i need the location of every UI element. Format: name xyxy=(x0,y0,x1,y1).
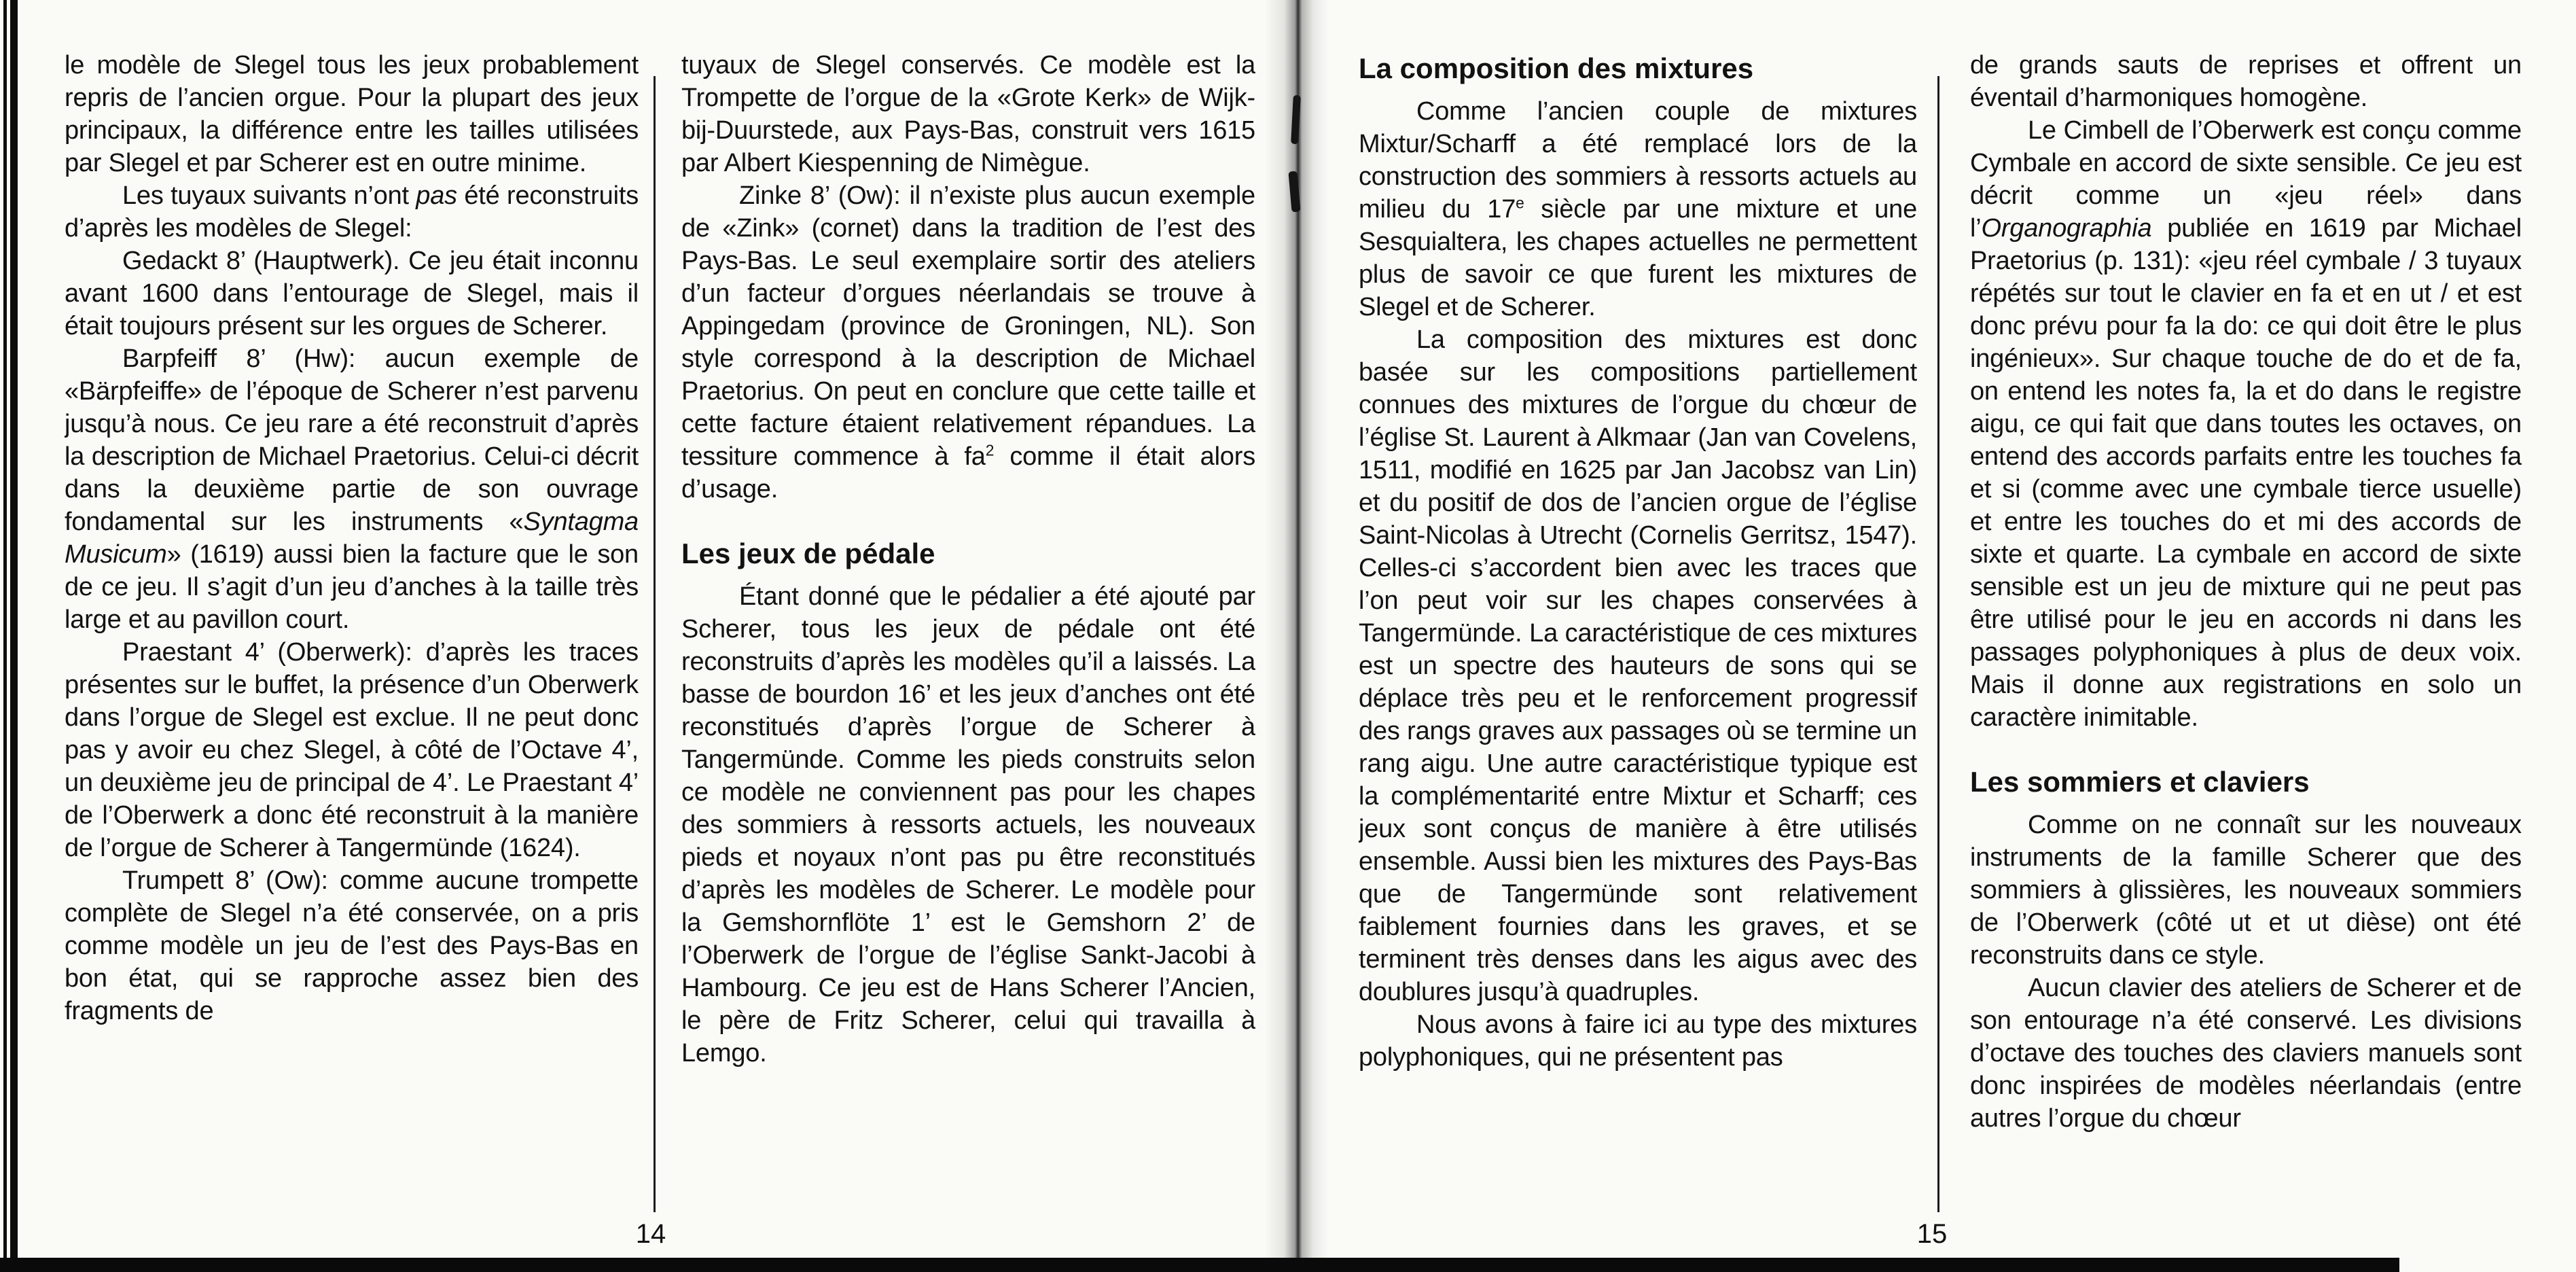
page-15-column-1 xyxy=(1359,49,1917,1222)
paragraph: Gedackt 8’ (Hauptwerk). Ce jeu était inconnu avant 1600 dans l’entourage de Slegel, mais il était toujours présent sur les orgues de Scherer. xyxy=(65,247,639,340)
paragraph: Comme on ne connaît sur les nouveaux instruments de la famille Scherer que des sommiers à glissières, les nouveaux sommiers de l’Oberwerk (côté ut et ut dièse) ont été reconstruits dans ce style. xyxy=(1970,811,2522,970)
paragraph: Zinke 8’ (Ow): il n’existe plus aucun exemple de «Zink» (cornet) dans la tradition de l’est des Pays-Bas. Le seul exemplaire sortir des ateliers d’un facteur d’orgues néerlandais se trouve à Appingedam (province de Groningen, NL). Son style correspond à la description de Michael Praetorius. On peut en conclure que cette taille et cette facture étaient relativement répandues. La tessiture commence à $fa^2$ comme il était alors d’usage. xyxy=(681,181,1255,504)
paragraph: La composition des mixtures est donc basée sur les compositions partiellement connues des mixtures de l’orgue du chœur de l’église St. Laurent à Alkmaar (Jan van Covelens, 1511, modifié en 1625 par Jan Jacobsz van Lin) et du positif de dos de l’ancien orgue de l’église Saint-Nicolas à Utrecht (Cornelis Gerritsz, 1547). Celles-ci s’accordent bien avec les traces que l’on peut voir sur les chapes conservées à Tangermünde. La caractéristique de ces mixtures est un spectre des hauteurs de sons qui se déplace très peu et le renforcement progressif des rangs graves aux passages où se termine un rang aigu. Une autre caractéristique typique est la complémentarité entre Mixtur et Scharff; ces jeux sont conçus de manière à être utilisés ensemble. Aussi bien les mixtures des Pays-Bas que de Tangermünde sont relativement faiblement fournies dans les graves, et se terminent très denses dans les aigus avec des doublures jusqu’à quadruples. xyxy=(1359,325,1917,1006)
section-heading: La composition des mixtures xyxy=(1359,52,1754,84)
section-heading: Les sommiers et claviers xyxy=(1970,766,2310,798)
section-heading: Les jeux de pédale xyxy=(681,537,935,569)
paragraph: Les tuyaux suivants n’ont pas été reconstruits d’après les modèles de Slegel: xyxy=(65,181,639,243)
fold-crease-mark xyxy=(1291,95,1301,144)
paragraph: Praestant 4’ (Oberwerk): d’après les traces présentes sur le buffet, la présence d’un Oberwerk dans l’orgue de Slegel est exclue. Il ne peut donc pas y avoir eu chez Slegel, à côté de l’Octave 4’, un deuxième jeu de principal de 4’. Le Praestant 4’ de l’Oberwerk a donc été reconstruit à la manière de l’orgue de Scherer à Tangermünde (1624). xyxy=(65,638,639,862)
paragraph: Trumpett 8’ (Ow): comme aucune trompette complète de Slegel n’a été conservée, on a pris comme modèle un jeu de l’est des Pays-Bas en bon état, qui se rapproche assez bien des fragments de xyxy=(65,866,639,1025)
paragraph: Étant donné que le pédalier a été ajouté par Scherer, tous les jeux de pédale ont été reconstruits d’après les modèles qu’il a laissés. La basse de bourdon 16’ et les jeux d’anches ont été reconstitués d’après l’orgue de Scherer à Tangermünde. Comme les pieds construits selon ce modèle ne conviennent pas pour les chapes des sommiers à ressorts actuels, les nouveaux pieds et noyaux n’ont pas pu être reconstitués d’après les modèles de Scherer. Le modèle pour la Gemshornflöte 1’ est le Gemshorn 2’ de l’Oberwerk de l’orgue de l’église Sankt-Jacobi à Hambourg. Ce jeu est de Hans Scherer l’Ancien, le père de Fritz Scherer, celui qui travailla à Lemgo. xyxy=(681,582,1255,1067)
page-14-column-2 xyxy=(681,49,1255,1222)
page-15-column-2 xyxy=(1970,49,2522,1222)
page-14-column-1 xyxy=(65,49,639,1222)
paragraph: Barpfeiff 8’ (Hw): aucun exemple de «Bärpfeiffe» de l’époque de Scherer n’est parvenu jusqu’à nous. Ce jeu rare a été reconstruit d’après la description de Michael Praetorius. Celui-ci décrit dans la deuxième partie de son ouvrage fondamental sur les instruments «Syntagma Musicum» (1619) aussi bien la facture que le son de ce jeu. Il s’agit d’un jeu d’anches à la taille très large et au pavillon court. xyxy=(65,344,639,634)
paragraph: Aucun clavier des ateliers de Scherer et de son entourage n’a été conservé. Les divisions d’octave des touches des claviers manuels sont donc inspirées de modèles néerlandais (entre autres l’orgue du chœur xyxy=(1970,974,2522,1133)
scan-left-edge-line-outer xyxy=(3,0,7,1272)
scan-left-edge-line-inner xyxy=(10,0,18,1272)
paragraph: Nous avons à faire ici au type des mixtures polyphoniques, qui ne présentent pas xyxy=(1359,1010,1917,1072)
book-fold xyxy=(1265,0,1329,1272)
column-rule-page-14 xyxy=(654,76,656,1212)
page-number-left: 14 xyxy=(635,1219,666,1249)
scan-bottom-band xyxy=(0,1258,2399,1272)
page-number-right: 15 xyxy=(1916,1219,1948,1249)
fold-crease-mark xyxy=(1288,171,1300,213)
paragraph: Comme l’ancien couple de mixtures Mixtur/Scharff a été remplacé lors de la construction des sommiers à ressorts actuels au milieu du 17e siècle par une mixture et une Sesquialtera, les chapes actuelles ne permettent plus de savoir ce que furent les mixtures de Slegel et de Scherer. xyxy=(1359,97,1917,321)
paragraph: le modèle de Slegel tous les jeux probablement repris de l’ancien orgue. Pour la plupart des jeux principaux, la différence entre les tailles utilisées par Slegel et par Scherer est en outre minime. xyxy=(65,51,639,177)
paragraph: Le Cimbell de l’Oberwerk est conçu comme Cymbale en accord de sixte sensible. Ce jeu est décrit comme un «jeu réel» dans l’Organographia publiée en 1619 par Michael Praetorius (p. 131): «jeu réel cymbale / 3 tuyaux répétés sur tout le clavier en fa et en ut / et est donc prévu pour fa la do: ce qui doit être le plus ingénieux». Sur chaque touche de do et de fa, on entend les notes fa, la et do dans le registre aigu, ce qui fait que dans toutes les octaves, on entend des accords parfaits entre les touches fa et si (comme avec une cymbale tierce usuelle) et entre les touches do et mi des accords de sixte et quarte. La cymbale en accord de sixte sensible est un jeu de mixture qui ne peut pas être utilisé pour le jeu en accords ni dans les passages polyphoniques à plus de deux voix. Mais il donne aux registrations en solo un caractère inimitable. xyxy=(1970,116,2522,732)
paragraph: tuyaux de Slegel conservés. Ce modèle est la Trompette de l’orgue de la «Grote Kerk» de Wijk-bij-Duurstede, aux Pays-Bas, construit vers 1615 par Albert Kiespenning de Nimègue. xyxy=(681,51,1255,177)
column-rule-page-15 xyxy=(1937,76,1939,1212)
paragraph: de grands sauts de reprises et offrent un éventail d’harmoniques homogène. xyxy=(1970,51,2522,112)
